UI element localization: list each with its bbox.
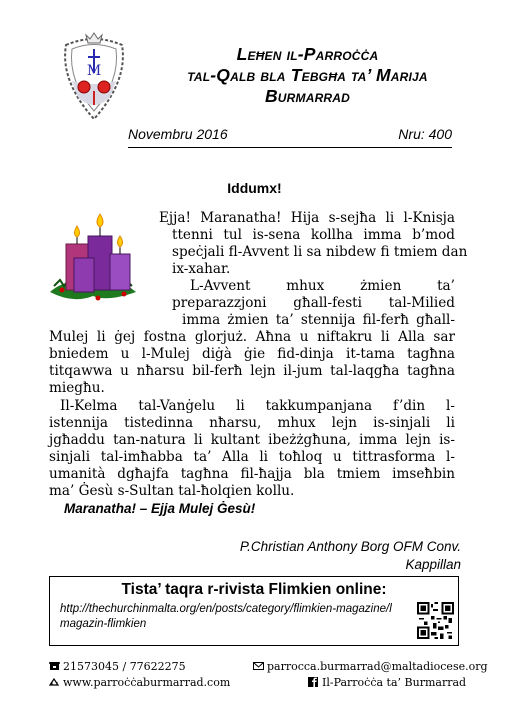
- text-line: sinjali tal-imħabba ta’ Alla li toħloq u tittrasforma l-: [49, 449, 455, 465]
- email-link[interactable]: parrocca.burmarrad@maltadiocese.org: [267, 660, 488, 673]
- text-line: miegħu.: [49, 380, 105, 396]
- text-line: ma’ Ġesù s-Sultan tal-ħolqien kollu.: [49, 483, 295, 499]
- web-icon: [49, 677, 60, 687]
- signature-role: Kappillan: [405, 557, 461, 572]
- facebook-link[interactable]: Il-Parroċċa ta’ Burmarrad: [322, 676, 467, 689]
- text-line: Mulej li ġej fostna glorjuż. Aħna u niftakru li Alla sar: [49, 329, 455, 345]
- online-box: [49, 576, 459, 646]
- contact-website[interactable]: [49, 676, 230, 690]
- svg-text:M: M: [86, 63, 102, 79]
- signature-block: [174, 538, 461, 574]
- contact-email[interactable]: [253, 660, 488, 674]
- header-divider: [128, 147, 452, 148]
- online-title: Tista’ taqra r-rivista Flimkien online:: [121, 581, 387, 598]
- issue-number: Nru: 400: [398, 126, 452, 142]
- text-line: imma żmien ta’ stennija fil-ferħ għall-: [182, 312, 455, 328]
- contact-phone: [49, 660, 186, 674]
- website-link[interactable]: www.parroċċaburmarrad.com: [63, 676, 231, 689]
- closing-line: Maranatha! – Ejja Mulej Ġesù!: [64, 501, 256, 516]
- masthead: [140, 44, 475, 107]
- text-line: istennija tistedinna nħarsu, mhux lejn is-sinjali li: [49, 415, 455, 431]
- text-line: preparazzjoni għall-festi tal-Milied: [172, 295, 455, 311]
- text-line: Ejja! Maranatha! Hija s-sejħa li l-Knisja: [159, 210, 455, 226]
- online-url[interactable]: [60, 602, 408, 632]
- text-line: Il-Kelma tal-Vanġelu li takkumpanjana f’din l-: [60, 398, 455, 414]
- parish-crest: [58, 31, 130, 123]
- text-line: ix-xahar.: [172, 261, 231, 277]
- text-line: L-Avvent mhux żmien ta’: [190, 278, 455, 294]
- qr-code-icon: [417, 602, 454, 639]
- phone-number: 21573045 / 77622275: [63, 660, 186, 673]
- masthead-line-2: tal-Qalb bla Tebgħa ta’ Marija: [187, 65, 428, 85]
- signature-name: P.Christian Anthony Borg OFM Conv.: [239, 539, 461, 554]
- text-line: speċjali fl-Avvent li sa nibdew fi tmiem dan: [172, 244, 468, 260]
- phone-icon: [49, 661, 60, 671]
- text-line: ttenni tul is-sena kollha imma b’mod: [172, 227, 455, 243]
- text-line: umanità dgħajfa tagħna fil-ħajja bla tmiem imseħbin: [49, 466, 455, 482]
- facebook-icon: [308, 677, 319, 687]
- advent-candles-icon: [48, 206, 138, 306]
- article-title: Iddumx!: [227, 180, 282, 196]
- contact-facebook[interactable]: [308, 676, 466, 690]
- masthead-line-1: Leħen il-Parroċċa: [236, 44, 379, 64]
- text-line: jgħaddu tan-natura li kultant ibeżżgħuna, imma lejn is-: [49, 432, 455, 448]
- text-line: bniedem u l-Mulej diġà ġie fid-dinja it-tama tagħna: [49, 346, 455, 362]
- issue-date: Novembru 2016: [128, 126, 228, 142]
- online-url-line-1[interactable]: http://thechurchinmalta.org/en/posts/category/flimkien-magazine/l: [60, 603, 392, 615]
- mail-icon: [253, 661, 264, 671]
- text-line: titqawwa u nħarsu bil-ferħ lejn il-jum tal-laqgħa tagħna: [49, 363, 455, 379]
- online-url-line-2[interactable]: magazin-flimkien: [60, 618, 147, 630]
- masthead-line-3: Burmarrad: [264, 86, 351, 106]
